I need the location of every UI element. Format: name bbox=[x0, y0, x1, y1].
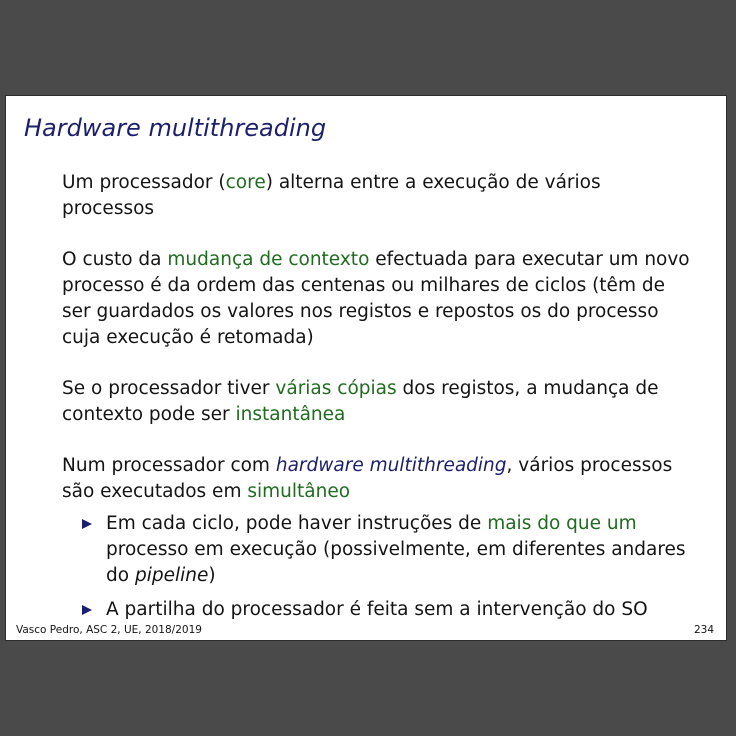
text-span: efectuada para executar um novo processo é da ordem das centenas ou milhares de ciclos (têm de ser guardados os valores nos registos e repostos os do processo cuja execução é retomada) bbox=[62, 249, 690, 348]
text-span: Um processador ( bbox=[62, 172, 226, 193]
highlight-core: core bbox=[225, 172, 266, 193]
italic-pipeline: pipeline bbox=[134, 565, 209, 586]
text-span: Em cada ciclo, pode haver instruções de bbox=[106, 513, 488, 534]
text-span: ) alterna entre a execução de vários processos bbox=[62, 172, 601, 219]
highlight-varias-copias: várias cópias bbox=[275, 378, 397, 399]
text-span: Se o processador tiver bbox=[62, 378, 276, 399]
slide-title: Hardware multithreading bbox=[24, 114, 327, 142]
triangle-bullet-icon bbox=[82, 519, 92, 529]
bullet-item bbox=[62, 511, 692, 589]
highlight-hardware-multithreading: hardware multithreading bbox=[275, 455, 507, 476]
triangle-bullet-icon bbox=[82, 605, 92, 615]
highlight-instantanea: instantânea bbox=[235, 404, 346, 425]
footer-author: Vasco Pedro, ASC 2, UE, 2018/2019 bbox=[16, 624, 202, 636]
slide bbox=[6, 96, 726, 640]
paragraph-hw-multithreading bbox=[62, 453, 692, 505]
text-span: O custo da bbox=[62, 249, 168, 270]
paragraph-register-copies bbox=[62, 376, 692, 428]
text-span: dos registos, a mudança de contexto pode ser bbox=[62, 378, 659, 425]
text-span: processo em execução (possivelmente, em diferentes andares do bbox=[106, 539, 686, 586]
paragraph-core bbox=[62, 170, 692, 222]
page-number: 234 bbox=[693, 624, 714, 636]
text-span: A partilha do processador é feita sem a intervenção do SO bbox=[106, 599, 648, 620]
highlight-mais-do-que-um: mais do que um bbox=[487, 513, 637, 534]
text-span: ) bbox=[208, 565, 216, 586]
highlight-simultaneo: simultâneo bbox=[247, 481, 351, 502]
text-span: , vários processos são executados em bbox=[62, 455, 673, 502]
slide-content bbox=[62, 170, 692, 631]
paragraph-context-switch bbox=[62, 247, 692, 351]
bullet-list bbox=[62, 511, 692, 623]
highlight-mudanca-contexto: mudança de contexto bbox=[167, 249, 370, 270]
text-span: Num processador com bbox=[62, 455, 276, 476]
bullet-item bbox=[62, 597, 692, 623]
